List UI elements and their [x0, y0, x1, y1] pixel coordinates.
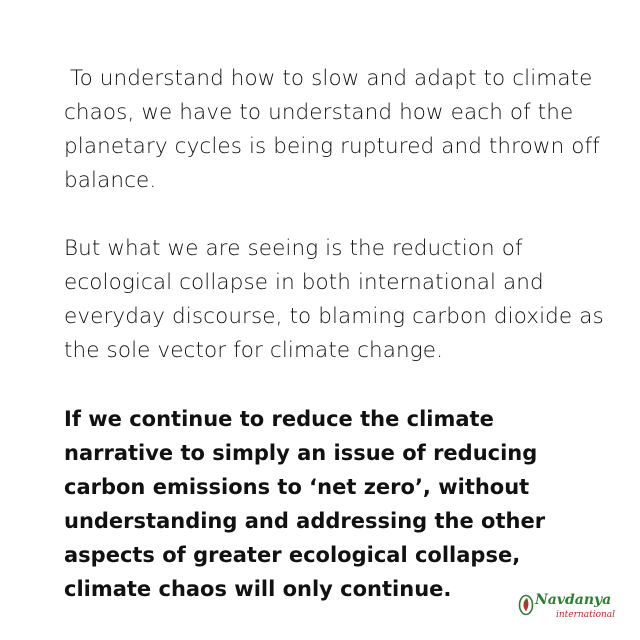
paragraph-emphasis: If we continue to reduce the climate narrative to simply an issue of reducing carbon emissions to ‘net zero’, without understanding and addressing the other aspects of greater ecological collapse, climate chaos will only continue.	[64, 407, 546, 601]
logo-subtitle: international	[556, 610, 616, 620]
paragraph-middle: But what we are seeing is the reduction of ecological collapse in both international and everyday discourse, to blaming carbon dioxide as the sole vector for climate change.	[64, 236, 604, 363]
quote-text-block	[64, 62, 604, 606]
navdanya-logo	[518, 592, 628, 626]
logo-name: Navdanya	[535, 592, 612, 608]
seed-leaf-icon	[518, 594, 534, 616]
paragraph-intro: To understand how to slow and adapt to climate chaos, we have to understand how each of the planetary cycles is being ruptured and thrown off balance.	[64, 66, 600, 193]
